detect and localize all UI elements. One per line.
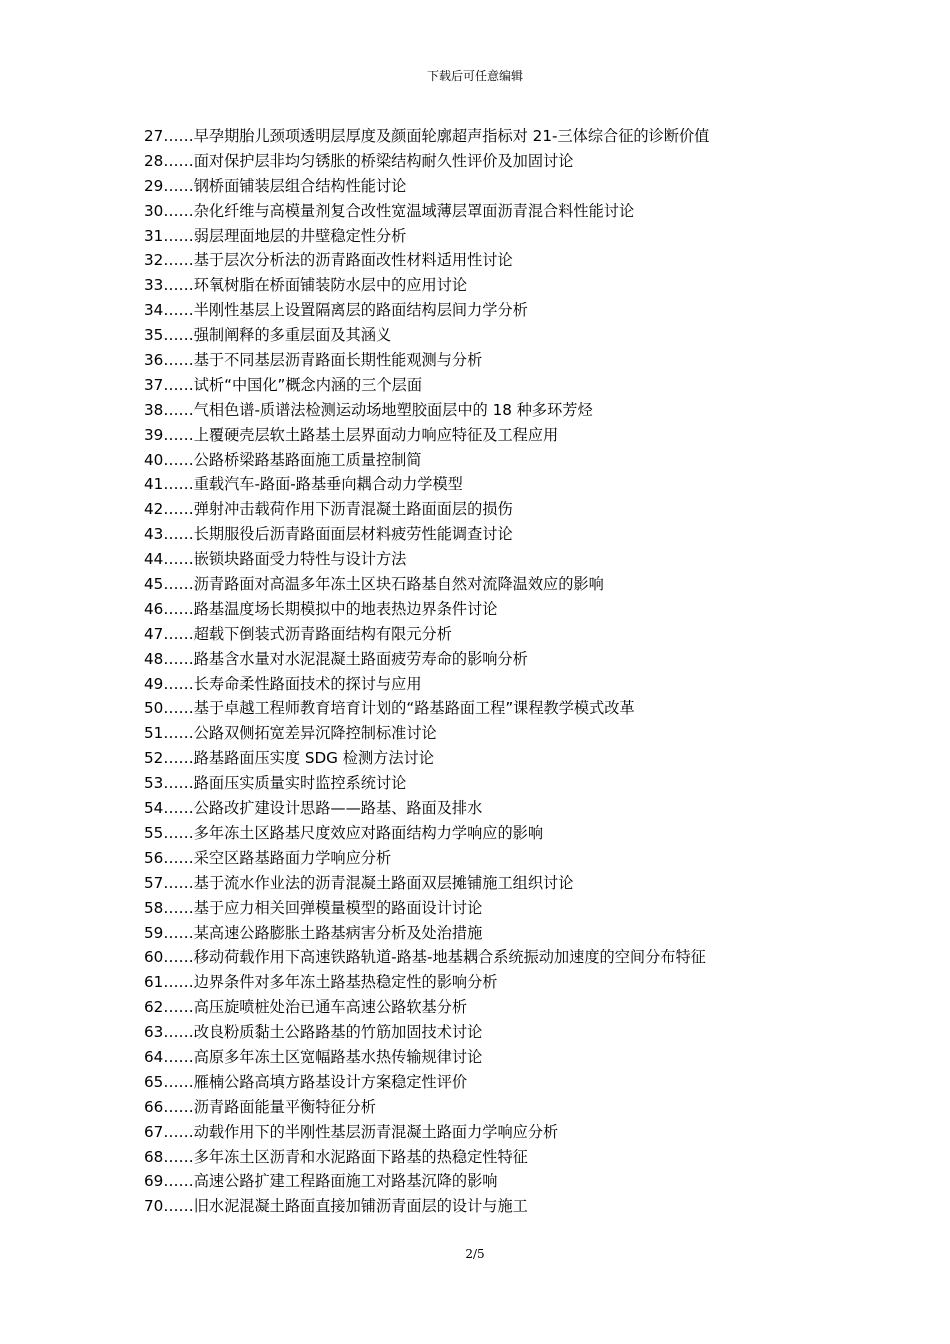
- toc-item: 44……嵌锁块路面受力特性与设计方法: [144, 550, 407, 569]
- toc-item: 62……高压旋喷桩处治已通车高速公路软基分析: [144, 998, 468, 1017]
- toc-item: 56……采空区路基路面力学响应分析: [144, 848, 392, 867]
- toc-item: 46……路基温度场长期模拟中的地表热边界条件讨论: [144, 599, 498, 618]
- toc-item: 65……雁楠公路高填方路基设计方案稳定性评价: [144, 1072, 468, 1091]
- toc-item: 28……面对保护层非均匀锈胀的桥梁结构耐久性评价及加固讨论: [144, 151, 574, 170]
- toc-item: 42……弹射冲击载荷作用下沥青混凝土路面面层的损伤: [144, 500, 513, 519]
- toc-item: 50……基于卓越工程师教育培育计划的“路基路面工程”课程教学模式改革: [144, 699, 635, 718]
- page-header: 下载后可任意编辑: [426, 69, 523, 83]
- toc-item: 33……环氧树脂在桥面铺装防水层中的应用讨论: [144, 276, 468, 295]
- toc-item: 55……多年冻土区路基尺度效应对路面结构力学响应的影响: [144, 823, 544, 842]
- toc-item: 70……旧水泥混凝土路面直接加铺沥青面层的设计与施工: [144, 1197, 528, 1216]
- toc-item: 31……弱层理面地层的井壁稳定性分析: [144, 226, 407, 245]
- toc-item: 40……公路桥梁路基路面施工质量控制简: [144, 450, 422, 469]
- toc-item: 51……公路双侧拓宽差异沉降控制标准讨论: [144, 724, 437, 743]
- toc-item: 30……杂化纤维与高模量剂复合改性宽温域薄层罩面沥青混合料性能讨论: [144, 201, 635, 220]
- toc-item: 27……早孕期胎儿颈项透明层厚度及颜面轮廓超声指标对 21-三体综合征的诊断价值: [144, 127, 710, 145]
- toc-list: [144, 124, 924, 1219]
- toc-item: 64……高原多年冻土区宽幅路基水热传输规律讨论: [144, 1047, 483, 1066]
- toc-item: 43……长期服役后沥青路面面层材料疲劳性能调查讨论: [144, 525, 513, 544]
- toc-item: 36……基于不同基层沥青路面长期性能观测与分析: [144, 351, 483, 370]
- toc-item: 68……多年冻土区沥青和水泥路面下路基的热稳定性特征: [144, 1147, 528, 1166]
- toc-item: 37……试析“中国化”概念内涵的三个层面: [144, 375, 423, 394]
- toc-item: 67……动载作用下的半刚性基层沥青混凝土路面力学响应分析: [144, 1122, 559, 1141]
- toc-item: 69……高速公路扩建工程路面施工对路基沉降的影响: [144, 1172, 498, 1191]
- toc-item: 48……路基含水量对水泥混凝土路面疲劳寿命的影响分析: [144, 649, 528, 668]
- toc-item: 61……边界条件对多年冻土路基热稳定性的影响分析: [144, 973, 498, 992]
- toc-item: 32……基于层次分析法的沥青路面改性材料适用性讨论: [144, 251, 513, 270]
- toc-item: 47……超载下倒装式沥青路面结构有限元分析: [144, 624, 452, 643]
- toc-item: 41……重载汽车-路面-路基垂向耦合动力学模型: [144, 475, 463, 494]
- toc-item: 35……强制阐释的多重层面及其涵义: [144, 326, 392, 345]
- toc-item: 63……改良粉质黏土公路路基的竹筋加固技术讨论: [144, 1023, 483, 1042]
- toc-item: 66……沥青路面能量平衡特征分析: [144, 1097, 376, 1116]
- toc-item: 58……基于应力相关回弹模量模型的路面设计讨论: [144, 898, 483, 917]
- toc-item: 53……路面压实质量实时监控系统讨论: [144, 774, 407, 793]
- toc-item: 29……钢桥面铺装层组合结构性能讨论: [144, 176, 407, 195]
- toc-item: 49……长寿命柔性路面技术的探讨与应用: [144, 674, 422, 693]
- toc-item: 57……基于流水作业法的沥青混凝土路面双层摊铺施工组织讨论: [144, 873, 574, 892]
- toc-item: 45……沥青路面对高温多年冻土区块石路基自然对流降温效应的影响: [144, 575, 604, 594]
- toc-item: 52……路基路面压实度 SDG 检测方法讨论: [144, 749, 434, 768]
- toc-item: 39……上覆硬壳层软土路基土层界面动力响应特征及工程应用: [144, 425, 559, 444]
- toc-item: 59……某高速公路膨胀土路基病害分析及处治措施: [144, 923, 483, 942]
- page-number: 2/5: [465, 1247, 485, 1261]
- toc-item: 34……半刚性基层上设置隔离层的路面结构层间力学分析: [144, 301, 528, 320]
- toc-item: 38……气相色谱-质谱法检测运动场地塑胶面层中的 18 种多环芳烃: [144, 400, 593, 419]
- toc-item: 60……移动荷载作用下高速铁路轨道-路基-地基耦合系统振动加速度的空间分布特征: [144, 948, 706, 967]
- toc-item: 54……公路改扩建设计思路——路基、路面及排水: [144, 799, 483, 818]
